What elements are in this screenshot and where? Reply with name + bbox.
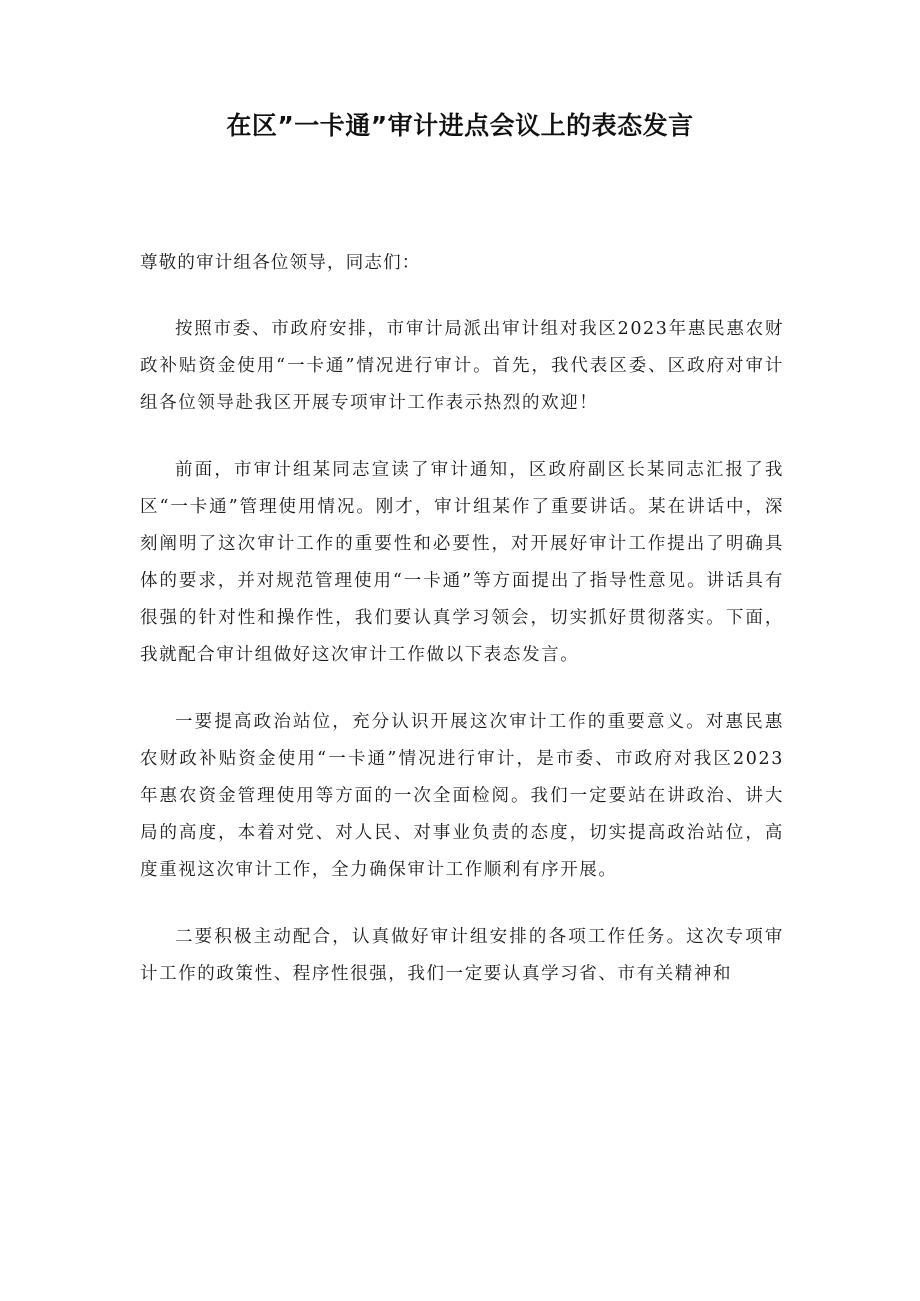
paragraph-review: 前面，市审计组某同志宣读了审计通知，区政府副区长某同志汇报了我区“一卡通”管理使用情况。刚才，审计组某作了重要讲话。某在讲话中，深刻阐明了这次审计工作的重要性和必要性，对开展好审计工作提出了明确具体的要求，并对规范管理使用“一卡通”等方面提出了指导性意见。讲话具有很强的针对性和操作性，我们要认真学习领会，切实抓好贯彻落实。下面，我就配合审计组做好这次审计工作做以下表态发言。 [140, 460, 784, 665]
document-body [140, 244, 784, 1023]
paragraph-point-two: 二要积极主动配合，认真做好审计组安排的各项工作任务。这次专项审计工作的政策性、程序性很强，我们一定要认真学习省、市有关精神和 [140, 927, 784, 984]
salutation: 尊敬的审计组各位领导，同志们： [140, 253, 421, 273]
paragraph-point-one: 一要提高政治站位，充分认识开展这次审计工作的重要意义。对惠民惠农财政补贴资金使用“一卡通”情况进行审计，是市委、市政府对我区2023年惠农资金管理使用等方面的一次全面检阅。我们一定要站在讲政治、讲大局的高度，本着对党、对人民、对事业负责的态度，切实提高政治站位，高度重视这次审计工作，全力确保审计工作顺利有序开展。 [140, 712, 784, 880]
paragraph-welcome: 按照市委、市政府安排，市审计局派出审计组对我区2023年惠民惠农财政补贴资金使用“一卡通”情况进行审计。首先，我代表区委、区政府对审计组各位领导赴我区开展专项审计工作表示热烈的欢迎！ [140, 319, 784, 413]
document-title: 在区”一卡通”审计进点会议上的表态发言 [226, 111, 694, 140]
